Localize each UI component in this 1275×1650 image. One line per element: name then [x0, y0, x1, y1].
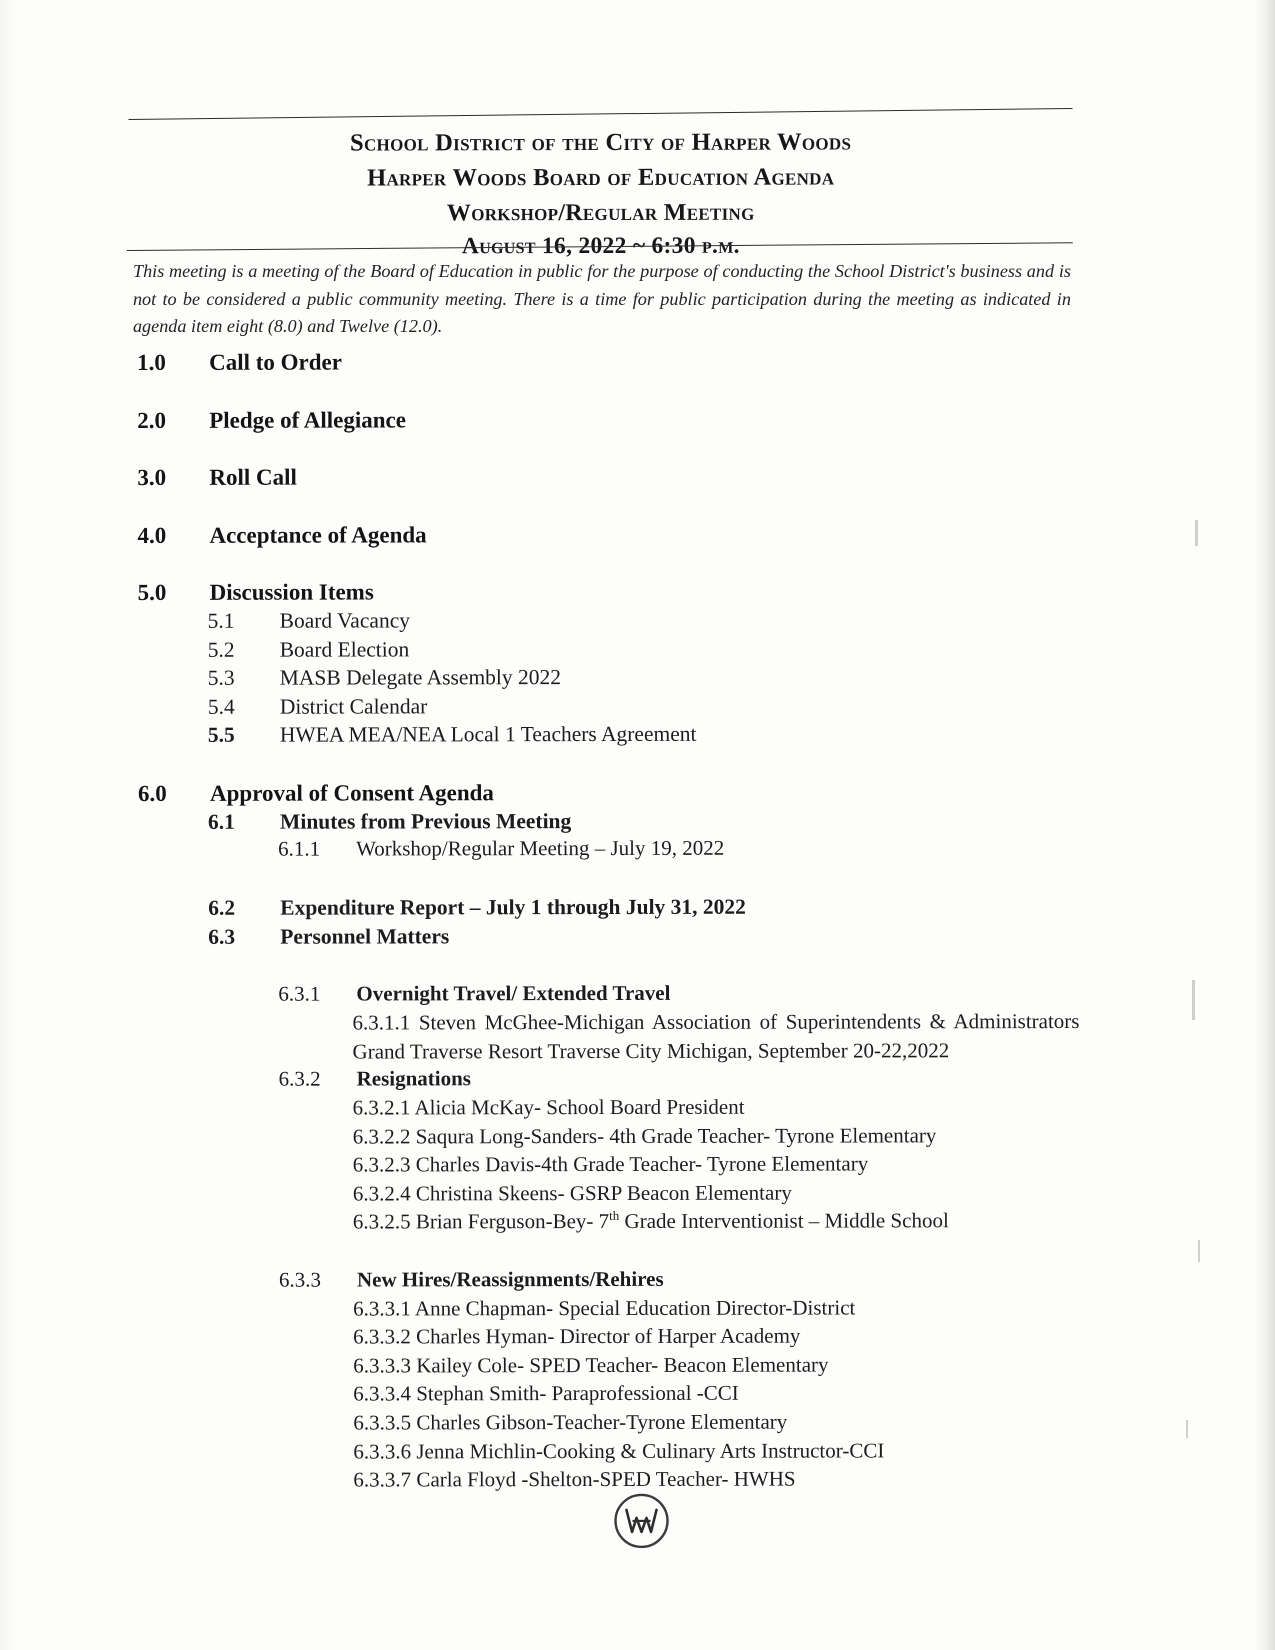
agenda-item-6-label: Approval of Consent Agenda: [209, 780, 494, 806]
spacer: [0, 949, 1275, 982]
agenda-item-6-3-3-1: 6.3.3.1 Anne Chapman- Special Education Director-District: [353, 1295, 856, 1321]
header-line-date-time: August 16, 2022 ~ 6:30 p.m.: [461, 232, 740, 259]
agenda-item-3: [0, 462, 1274, 492]
agenda-item-4: [0, 519, 1274, 549]
agenda-item-6-3-2-3: 6.3.2.3 Charles Davis-4th Grade Teacher- Tyrone Elementary: [352, 1151, 869, 1177]
agenda-item-6-3-1-number: 6.3.1: [278, 981, 321, 1006]
agenda-item-6-3-3: [1, 1264, 1275, 1295]
agenda-item-5-4: [0, 690, 1275, 721]
agenda-item-5-2: [0, 633, 1275, 664]
agenda-item-6-3-2-5-suffix: Grade Interventionist – Middle School: [619, 1208, 949, 1234]
spacer: [0, 862, 1275, 895]
header-line-meeting-type: Workshop/Regular Meeting: [446, 199, 755, 226]
agenda-item-6-3-3-4: 6.3.3.4 Stephan Smith- Paraprofessional -CCI: [353, 1381, 739, 1406]
agenda-item-6-3-1-label: Overnight Travel/ Extended Travel: [356, 981, 671, 1006]
spacer: [0, 748, 1275, 781]
agenda-item-6-3-2: [1, 1064, 1275, 1095]
agenda-item-6-3-2-label: Resignations: [356, 1066, 471, 1091]
agenda-item-5-1: [0, 605, 1275, 636]
agenda-item-6-3-3-3: 6.3.3.3 Kailey Cole- SPED Teacher- Beacon Elementary: [353, 1352, 829, 1378]
agenda-item-6-3: [0, 920, 1275, 951]
agenda-item-5-5-label: HWEA MEA/NEA Local 1 Teachers Agreement: [279, 722, 697, 748]
agenda-item-6-2-number: 6.2: [208, 895, 236, 920]
district-seal-logo-icon: [612, 1492, 670, 1550]
agenda-item-6-3-2-5-prefix: 6.3.2.5 Brian Ferguson-Bey- 7: [352, 1209, 610, 1234]
agenda-item-6-3-2-1: 6.3.2.1 Alicia McKay- School Board President: [352, 1094, 745, 1120]
agenda-item-5-1-label: Board Vacancy: [279, 608, 410, 633]
agenda-item-2: [0, 404, 1274, 434]
agenda-item-6-3-2-5: [353, 1206, 1080, 1236]
agenda-item-5-5-number: 5.5: [207, 723, 235, 748]
agenda-item-6-3-3-5: 6.3.3.5 Charles Gibson-Teacher-Tyrone Elementary: [353, 1409, 788, 1435]
agenda-item-6-3-1-1: 6.3.1.1 Steven McGhee-Michigan Association of Superintendents & Administrators Grand Traverse Resort Traverse City Michigan, September 20-22,2022: [352, 1009, 1080, 1064]
header-top-rule: [129, 108, 1073, 120]
agenda-item-6-2: [0, 892, 1275, 923]
header-line-district: School District of the City of Harper Woods: [350, 128, 852, 157]
agenda-item-5-label: Discussion Items: [209, 579, 374, 606]
agenda-item-6-2-label: Expenditure Report – July 1 through July 31, 2022: [280, 894, 746, 920]
agenda-item-6-3-2-2: 6.3.2.2 Saqura Long-Sanders- 4th Grade Teacher- Tyrone Elementary: [352, 1123, 937, 1149]
agenda-item-1: [0, 347, 1274, 377]
agenda-item-5-2-number: 5.2: [207, 637, 235, 662]
agenda-item-2-number: 2.0: [137, 407, 166, 433]
agenda-item-5-4-label: District Calendar: [279, 694, 428, 719]
agenda-item-5-3-label: MASB Delegate Assembly 2022: [279, 665, 562, 690]
agenda-item-6-3-3-6: 6.3.3.6 Jenna Michlin-Cooking & Culinary Arts Instructor-CCI: [353, 1437, 885, 1464]
agenda-item-5-5: [0, 719, 1275, 750]
agenda-item-5-3-number: 5.3: [207, 665, 235, 690]
agenda-item-6-3-label: Personnel Matters: [280, 923, 450, 949]
spacer: [0, 547, 1275, 580]
agenda-item-5-4-number: 5.4: [207, 694, 235, 719]
agenda-item-6-1-number: 6.1: [208, 809, 235, 834]
agenda-item-5-2-label: Board Election: [279, 636, 410, 662]
agenda-item-6: [0, 778, 1275, 808]
spacer: [0, 489, 1274, 522]
agenda-item-2-label: Pledge of Allegiance: [209, 406, 406, 433]
agenda-item-6-3-1: [0, 979, 1275, 1010]
agenda-item-6-3-3-2: 6.3.3.2 Charles Hyman- Director of Harper Academy: [353, 1323, 801, 1349]
header-line-board-agenda: Harper Woods Board of Education Agenda: [367, 163, 835, 192]
agenda-item-6-3-3-7: 6.3.3.7 Carla Floyd -Shelton-SPED Teacher- HWHS: [353, 1466, 796, 1492]
agenda-item-4-label: Acceptance of Agenda: [209, 522, 427, 548]
agenda-item-1-number: 1.0: [137, 349, 166, 375]
agenda-item-6-1-label: Minutes from Previous Meeting: [280, 808, 572, 834]
agenda-item-6-1: [0, 805, 1275, 836]
agenda-item-6-3-number: 6.3: [208, 924, 236, 949]
spacer: [0, 374, 1274, 407]
agenda-item-list: [0, 347, 1275, 1495]
agenda-item-6-3-3-number: 6.3.3: [278, 1267, 322, 1292]
agenda-item-5-number: 5.0: [137, 580, 167, 606]
spacer: [0, 432, 1274, 465]
agenda-item-6-1-1: [0, 834, 1275, 865]
agenda-item-6-3-2-number: 6.3.2: [278, 1066, 321, 1091]
agenda-item-1-label: Call to Order: [209, 349, 342, 375]
agenda-item-6-1-1-number: 6.1.1: [278, 836, 321, 861]
agenda-item-3-number: 3.0: [137, 465, 167, 491]
agenda-item-6-number: 6.0: [137, 780, 167, 806]
agenda-item-3-label: Roll Call: [209, 464, 297, 491]
agenda-item-6-3-2-4: 6.3.2.4 Christina Skeens- GSRP Beacon Elementary: [352, 1180, 792, 1206]
meeting-notice-paragraph: This meeting is a meeting of the Board of Education in public for the purpose of conducting the School District's business and is not to be considered a public community meeting. There is a time for public participation during the meeting as indicated in agenda item eight (8.0) and Twelve (12.0).: [132, 260, 1071, 337]
ordinal-suffix: th: [609, 1208, 620, 1224]
spacer: [1, 1234, 1275, 1267]
agenda-item-5: [0, 577, 1275, 607]
agenda-item-5-1-number: 5.1: [207, 608, 235, 633]
agenda-item-5-3: [0, 662, 1275, 693]
agenda-item-6-1-1-label: Workshop/Regular Meeting – July 19, 2022: [356, 835, 725, 861]
agenda-item-6-3-3-label: New Hires/Reassignments/Rehires: [356, 1266, 664, 1292]
agenda-item-4-number: 4.0: [137, 522, 167, 548]
